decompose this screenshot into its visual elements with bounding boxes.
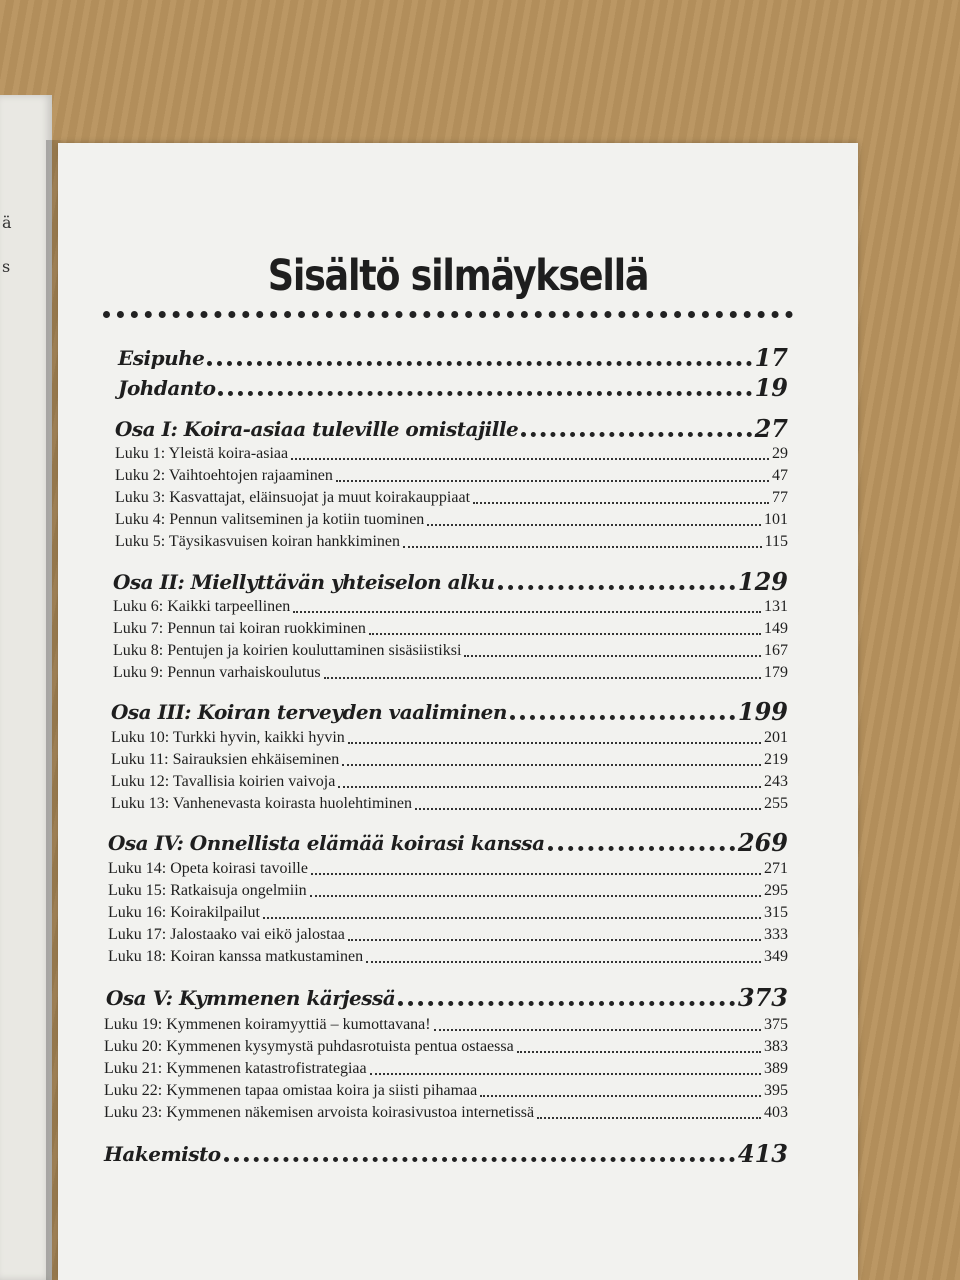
toc-entry [111,699,788,725]
toc-entry-page: 269 [737,828,788,857]
toc-entry [111,794,788,814]
toc-entry-page: 219 [764,751,788,768]
toc-entry-label: Osa III: Koiran terveyden vaaliminen [111,700,507,724]
dot-leader [338,786,761,788]
toc-entry-page: 199 [737,697,788,726]
toc-entry-page: 395 [764,1082,788,1099]
dot-leader [370,1073,761,1075]
toc-entry [113,619,788,639]
toc-entry-page: 403 [764,1104,788,1121]
toc-entry [113,663,788,683]
dot-leader [342,764,761,766]
toc-entry-label: Luku 22: Kymmenen tapaa omistaa koira ja siisti pihamaa [104,1082,478,1099]
toc-entry-label: Osa II: Miellyttävän yhteiselon alku [113,570,495,594]
toc-entry-label: Osa V: Kymmenen kärjessä [106,986,396,1010]
toc-entry [115,416,788,442]
toc-entry-page: 167 [764,642,788,659]
toc-entry-label: Luku 21: Kymmenen katastrofistrategiaa [104,1060,367,1077]
dot-leader [207,361,751,366]
toc-entry [104,1103,788,1123]
book-page [58,143,858,1280]
toc-entry-page: 255 [764,795,788,812]
toc-entry [104,1141,788,1167]
toc-entry-page: 17 [754,343,788,372]
toc-entry-page: 115 [764,533,788,550]
toc-entry [113,569,788,595]
dot-leader [291,458,769,460]
toc-entry [115,488,788,508]
toc-entry [115,510,788,530]
toc-entry-label: Esipuhe [118,346,205,370]
dot-leader [218,391,751,396]
toc-entry-page: 383 [764,1038,788,1055]
dot-leader [311,873,761,875]
toc-entry-label: Luku 12: Tavallisia koirien vaivoja [111,773,336,790]
previous-page-fragment: s [2,257,11,276]
dot-leader [348,742,761,744]
toc-entry [111,728,788,748]
dot-leader [348,939,761,941]
dot-leader [464,655,761,657]
dot-leader [415,808,761,810]
toc-entry [108,881,788,901]
dot-leader [510,715,735,720]
dot-leader [548,846,735,851]
toc-entry-page: 47 [772,467,788,484]
toc-entry-label: Luku 10: Turkki hyvin, kaikki hyvin [111,729,345,746]
toc-entry [108,903,788,923]
toc-entry [104,1015,788,1035]
dot-leader [263,917,761,919]
toc-entry [118,345,788,371]
toc-entry [118,375,788,401]
toc-entry-page: 375 [764,1016,788,1033]
dot-leader [403,546,762,548]
toc-entry-page: 349 [764,948,788,965]
dot-leader [473,502,769,504]
toc-entry-page: 149 [764,620,788,637]
dot-leader [293,611,761,613]
toc-entry-label: Luku 3: Kasvattajat, eläinsuojat ja muut koirakauppiaat [115,489,471,506]
dot-leader [369,633,761,635]
dot-leader [398,1001,735,1006]
toc-entry [115,444,788,464]
dot-leader [366,961,761,963]
toc-entry-label: Luku 5: Täysikasvuisen koiran hankkiminen [115,533,400,550]
toc-entry-label: Osa IV: Onnellista elämää koirasi kanssa [108,831,545,855]
toc-entry-label: Johdanto [118,376,216,400]
toc-entry [104,1081,788,1101]
toc-entry-page: 271 [764,860,788,877]
toc-entry [113,597,788,617]
toc-entry-label: Luku 18: Koiran kanssa matkustaminen [108,948,364,965]
toc-entry [104,1037,788,1057]
toc-entry-page: 295 [764,882,788,899]
toc-entry-label: Luku 17: Jalostaako vai eikö jalostaa [108,926,345,943]
toc-entry-page: 389 [764,1060,788,1077]
toc-entry-page: 315 [764,904,788,921]
dot-leader [224,1157,735,1162]
toc-entry-page: 29 [772,445,788,462]
toc-entry [106,985,788,1011]
toc-entry-page: 179 [764,664,788,681]
dot-leader [427,524,761,526]
dot-leader [498,585,735,590]
toc-entry-label: Osa I: Koira-asiaa tuleville omistajille [115,417,519,441]
toc-entry [113,641,788,661]
toc-entry [108,830,788,856]
toc-entry-label: Luku 2: Vaihtoehtojen rajaaminen [115,467,333,484]
toc-entry [108,947,788,967]
toc-entry [108,859,788,879]
dot-leader [336,480,769,482]
toc-entry-page: 27 [754,414,788,443]
dot-leader [310,895,761,897]
toc-entry-label: Luku 11: Sairauksien ehkäiseminen [111,751,340,768]
toc-entry-label: Luku 1: Yleistä koira-asiaa [115,445,289,462]
dot-leader [434,1029,761,1031]
toc-entry-page: 19 [754,373,788,402]
toc-entry-label: Luku 6: Kaikki tarpeellinen [113,598,291,615]
dot-leader [537,1117,761,1119]
toc-entry-label: Luku 9: Pennun varhaiskoulutus [113,664,321,681]
toc-entry-page: 243 [764,773,788,790]
toc-entry-label: Luku 4: Pennun valitseminen ja kotiin tuominen [115,511,425,528]
toc-entry [115,466,788,486]
toc-entry-label: Luku 20: Kymmenen kysymystä puhdasrotuista pentua ostaessa [104,1038,514,1055]
toc-entry [108,925,788,945]
toc-entry-label: Luku 7: Pennun tai koiran ruokkiminen [113,620,366,637]
toc-entry-page: 201 [764,729,788,746]
toc-entry-page: 129 [737,567,788,596]
toc-entry-label: Luku 15: Ratkaisuja ongelmiin [108,882,307,899]
toc-entry-page: 373 [737,983,788,1012]
toc-entry-page: 131 [764,598,788,615]
dot-leader [324,677,761,679]
toc-entry [111,772,788,792]
toc-entry-page: 333 [764,926,788,943]
page-title: Sisältö silmäyksellä [267,251,649,301]
toc-entry-page: 413 [737,1139,788,1168]
dot-leader [521,432,751,437]
previous-page-fragment: ä [2,213,12,232]
toc-entry [115,532,788,552]
toc-entry [111,750,788,770]
toc-entry-label: Hakemisto [104,1142,221,1166]
toc-entry-label: Luku 13: Vanhenevasta koirasta huolehtiminen [111,795,412,812]
previous-page-edge [0,95,52,1280]
toc-entry-label: Luku 19: Kymmenen koiramyyttiä – kumottavana! [104,1016,431,1033]
toc-entry-label: Luku 14: Opeta koirasi tavoille [108,860,308,877]
dot-leader [517,1051,761,1053]
toc-entry [104,1059,788,1079]
title-divider [103,311,793,318]
toc-entry-page: 77 [772,489,788,506]
dot-leader [480,1095,761,1097]
toc-entry-label: Luku 16: Koirakilpailut [108,904,260,921]
toc-entry-page: 101 [764,511,788,528]
toc-entry-label: Luku 8: Pentujen ja koirien kouluttaminen sisäsiistiksi [113,642,462,659]
toc-entry-label: Luku 23: Kymmenen näkemisen arvoista koirasivustoa internetissä [104,1104,535,1121]
